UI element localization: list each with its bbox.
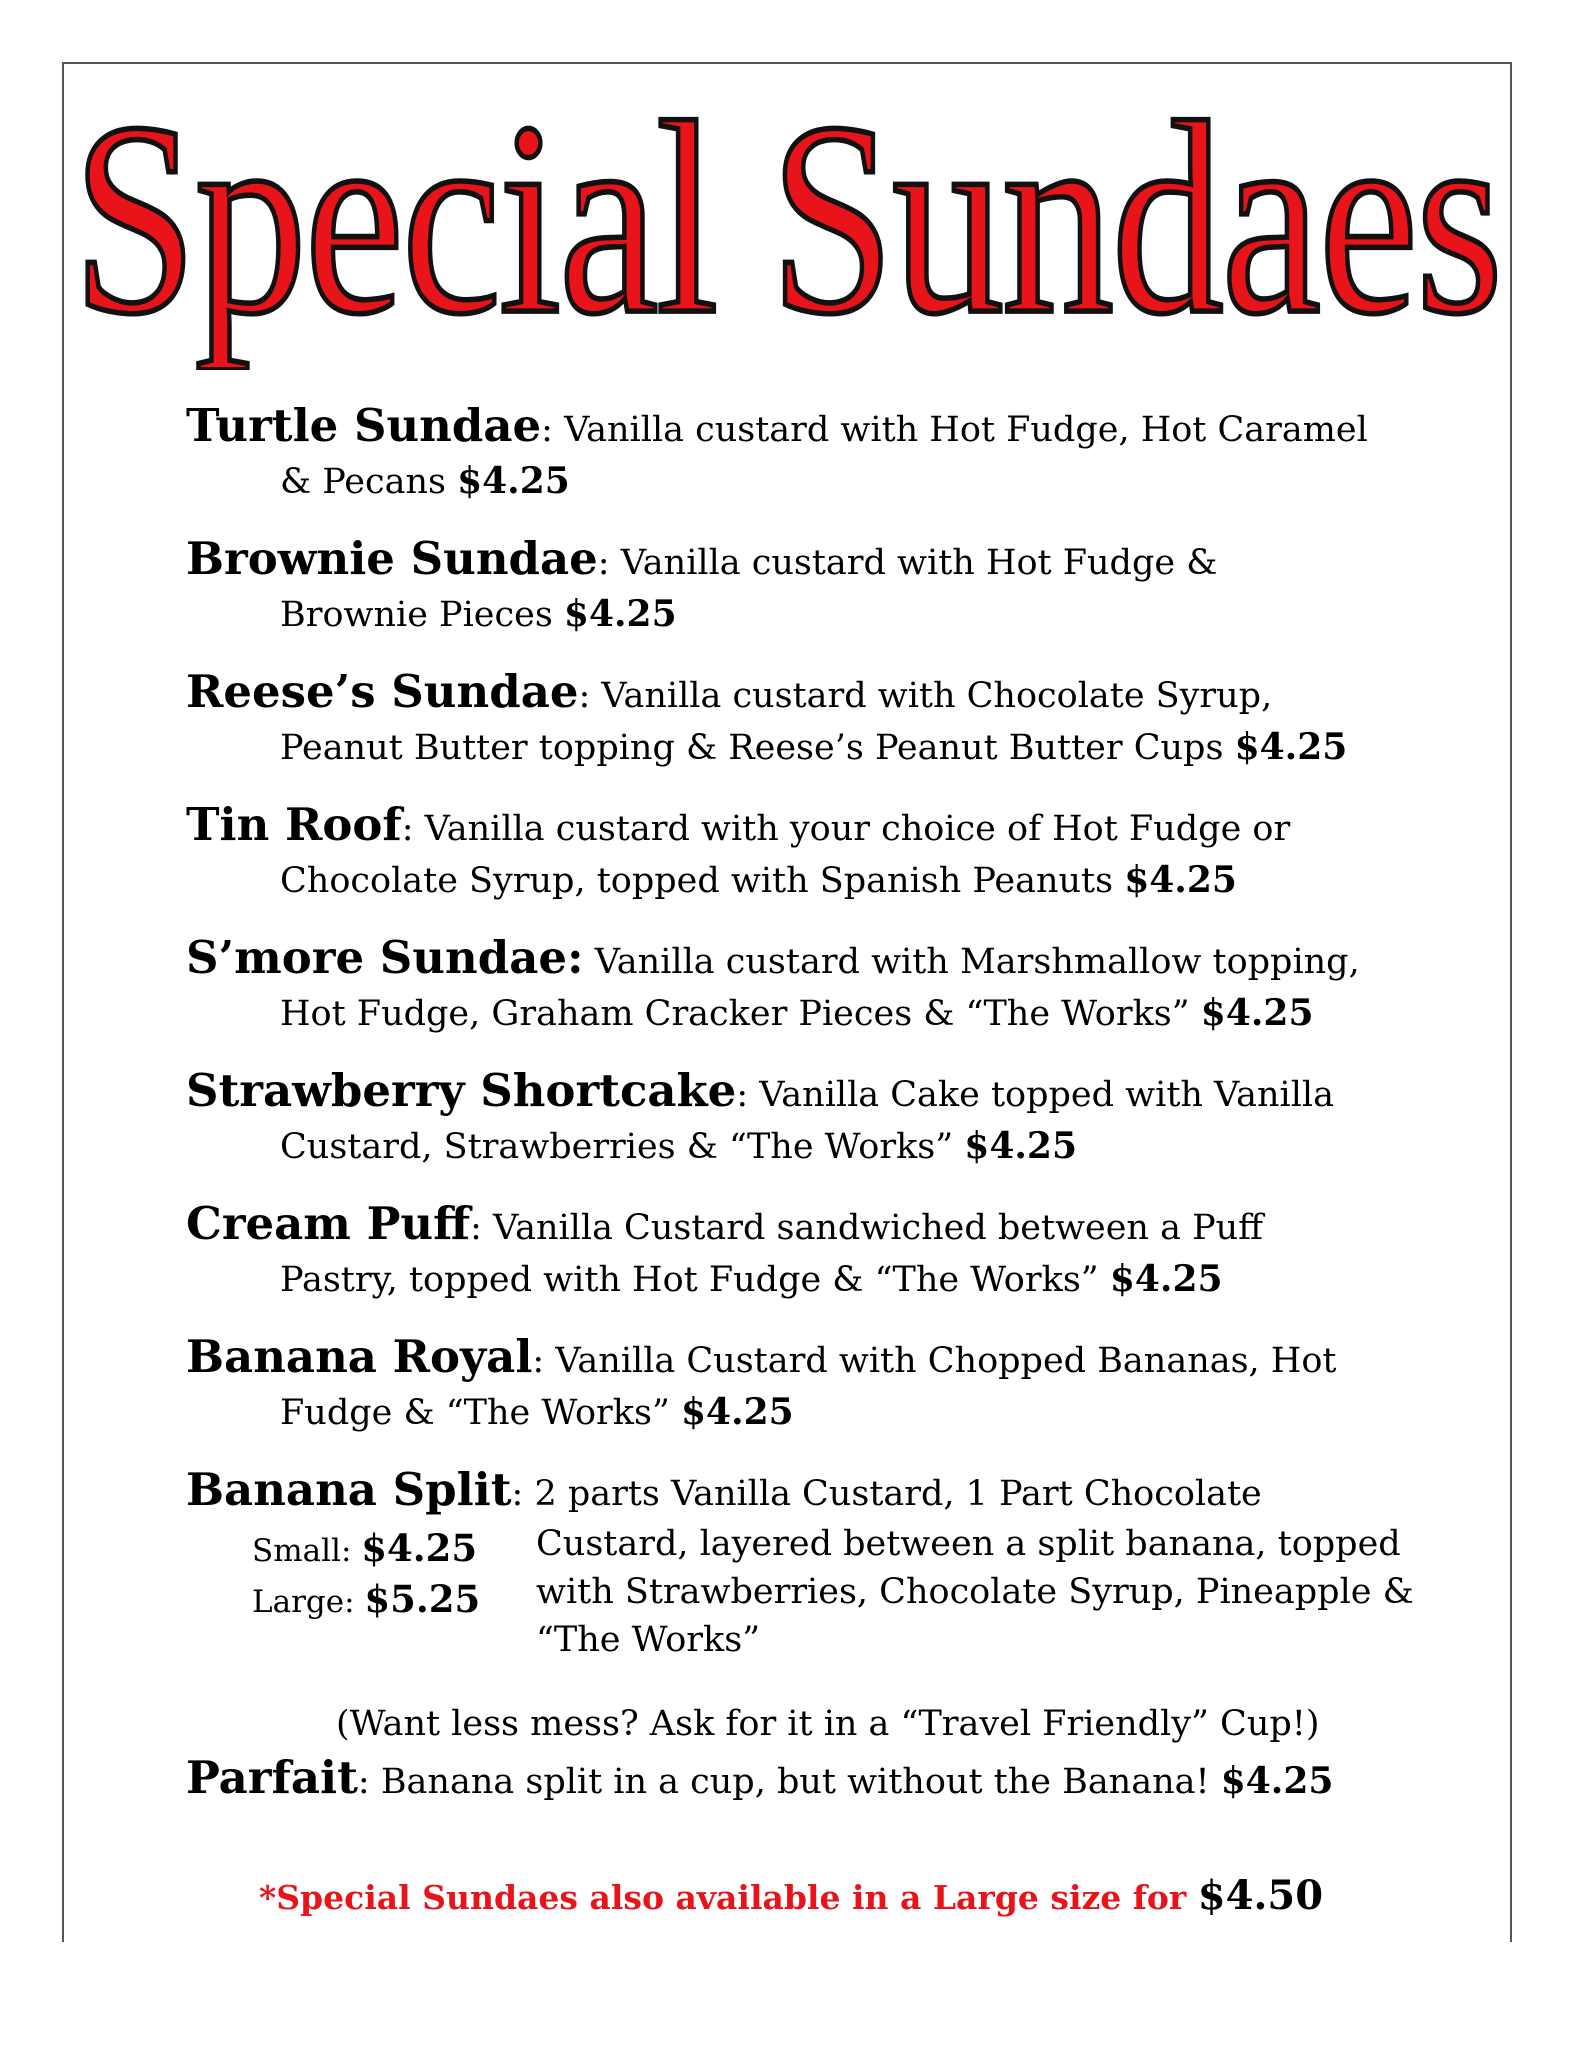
item-price: $4.25 (1220, 1760, 1334, 1802)
item-price: $4.25 (1234, 726, 1348, 768)
item-desc-cont: Custard, Strawberries & “The Works” (280, 1127, 965, 1167)
menu-item-brownie-sundae (186, 533, 1416, 640)
item-name: Strawberry Shortcake (186, 1064, 737, 1117)
footer-note-text: *Special Sundaes also available in a Large size for (258, 1878, 1198, 1917)
size-prices (252, 1524, 480, 1626)
item-price: $4.25 (964, 1125, 1077, 1167)
item-sep: : (541, 410, 553, 450)
small-label: Small: (252, 1533, 362, 1569)
item-name: Reese’s Sundae (186, 665, 579, 718)
item-sep: : (511, 1474, 524, 1514)
item-price: $4.25 (563, 593, 677, 635)
menu-item-turtle-sundae (186, 400, 1416, 507)
item-price: $4.25 (1124, 859, 1237, 901)
item-name: Brownie Sundae (186, 532, 598, 585)
footer-note (0, 1872, 1582, 1919)
item-name: Banana Split (186, 1463, 512, 1516)
item-name: Banana Royal (186, 1330, 533, 1383)
item-price: $4.25 (457, 460, 570, 502)
item-desc-cont: Peanut Butter topping & Reese’s Peanut Butter Cups (280, 728, 1235, 768)
item-sep: : (597, 543, 610, 583)
menu-item-cream-puff (186, 1198, 1416, 1305)
item-sep: : (578, 676, 591, 716)
item-desc-cont: Hot Fudge, Graham Cracker Pieces & “The Works” (280, 994, 1201, 1034)
menu-item-reeses-sundae (186, 666, 1416, 773)
travel-note: (Want less mess? Ask for it in a “Travel Friendly” Cup!) (336, 1704, 1320, 1744)
item-sep: : (736, 1075, 749, 1115)
item-desc: Vanilla custard with your choice of Hot Fudge or (413, 809, 1291, 849)
page-title (62, 70, 1512, 370)
item-price: $4.25 (1200, 992, 1314, 1034)
item-desc-cont: Brownie Pieces (280, 595, 564, 635)
desc-line: Custard, layered between a split banana, topped (536, 1524, 1401, 1564)
item-name: Tin Roof (186, 798, 402, 851)
item-desc-cont: Chocolate Syrup, topped with Spanish Peanuts (280, 861, 1125, 901)
item-desc-cont (536, 1520, 1416, 1664)
item-desc: Banana split in a cup, but without the Banana! (369, 1762, 1221, 1802)
menu-item-banana-split (186, 1463, 1446, 1744)
item-desc: Vanilla custard with Marshmallow topping, (583, 942, 1360, 982)
item-price: $4.25 (1109, 1258, 1223, 1300)
menu-item-strawberry-shortcake (186, 1065, 1416, 1172)
item-price: $4.25 (680, 1391, 794, 1433)
menu-item-smore-sundae (186, 932, 1416, 1039)
item-sep: : (357, 1762, 370, 1802)
footer-price: $4.50 (1197, 1872, 1324, 1919)
page-title-text: Special Sundaes (72, 70, 1502, 370)
small-price: $4.25 (361, 1526, 478, 1570)
item-name: Parfait (186, 1751, 358, 1804)
large-price: $5.25 (364, 1577, 481, 1621)
menu-item-parfait (186, 1752, 1416, 1808)
item-desc-cont: Pastry, topped with Hot Fudge & “The Works” (280, 1260, 1110, 1300)
item-desc: Vanilla Cake topped with Vanilla (748, 1075, 1334, 1115)
item-desc-cont: & Pecans (280, 462, 458, 502)
item-name: Turtle Sundae (186, 399, 542, 452)
item-desc: Vanilla custard with Hot Fudge & (609, 543, 1218, 583)
desc-line: “The Works” (536, 1620, 761, 1660)
item-sep: : (532, 1341, 545, 1381)
item-desc: Vanilla Custard with Chopped Bananas, Hot (544, 1341, 1337, 1381)
item-desc: Vanilla custard with Chocolate Syrup, (590, 676, 1273, 716)
large-label: Large: (252, 1584, 365, 1620)
menu-item-banana-royal (186, 1331, 1416, 1438)
item-sep: : (401, 809, 414, 849)
item-desc: Vanilla custard with Hot Fudge, Hot Caramel (552, 410, 1368, 450)
item-desc: Vanilla Custard sandwiched between a Puff (481, 1208, 1264, 1248)
item-desc: 2 parts Vanilla Custard, 1 Part Chocolate (523, 1474, 1262, 1514)
desc-line: with Strawberries, Chocolate Syrup, Pineapple & (536, 1572, 1414, 1612)
menu-item-tin-roof (186, 799, 1416, 906)
item-desc-cont: Fudge & “The Works” (280, 1393, 681, 1433)
item-sep: : (470, 1208, 482, 1248)
item-name: S’more Sundae: (186, 931, 584, 984)
item-name: Cream Puff (186, 1197, 471, 1250)
